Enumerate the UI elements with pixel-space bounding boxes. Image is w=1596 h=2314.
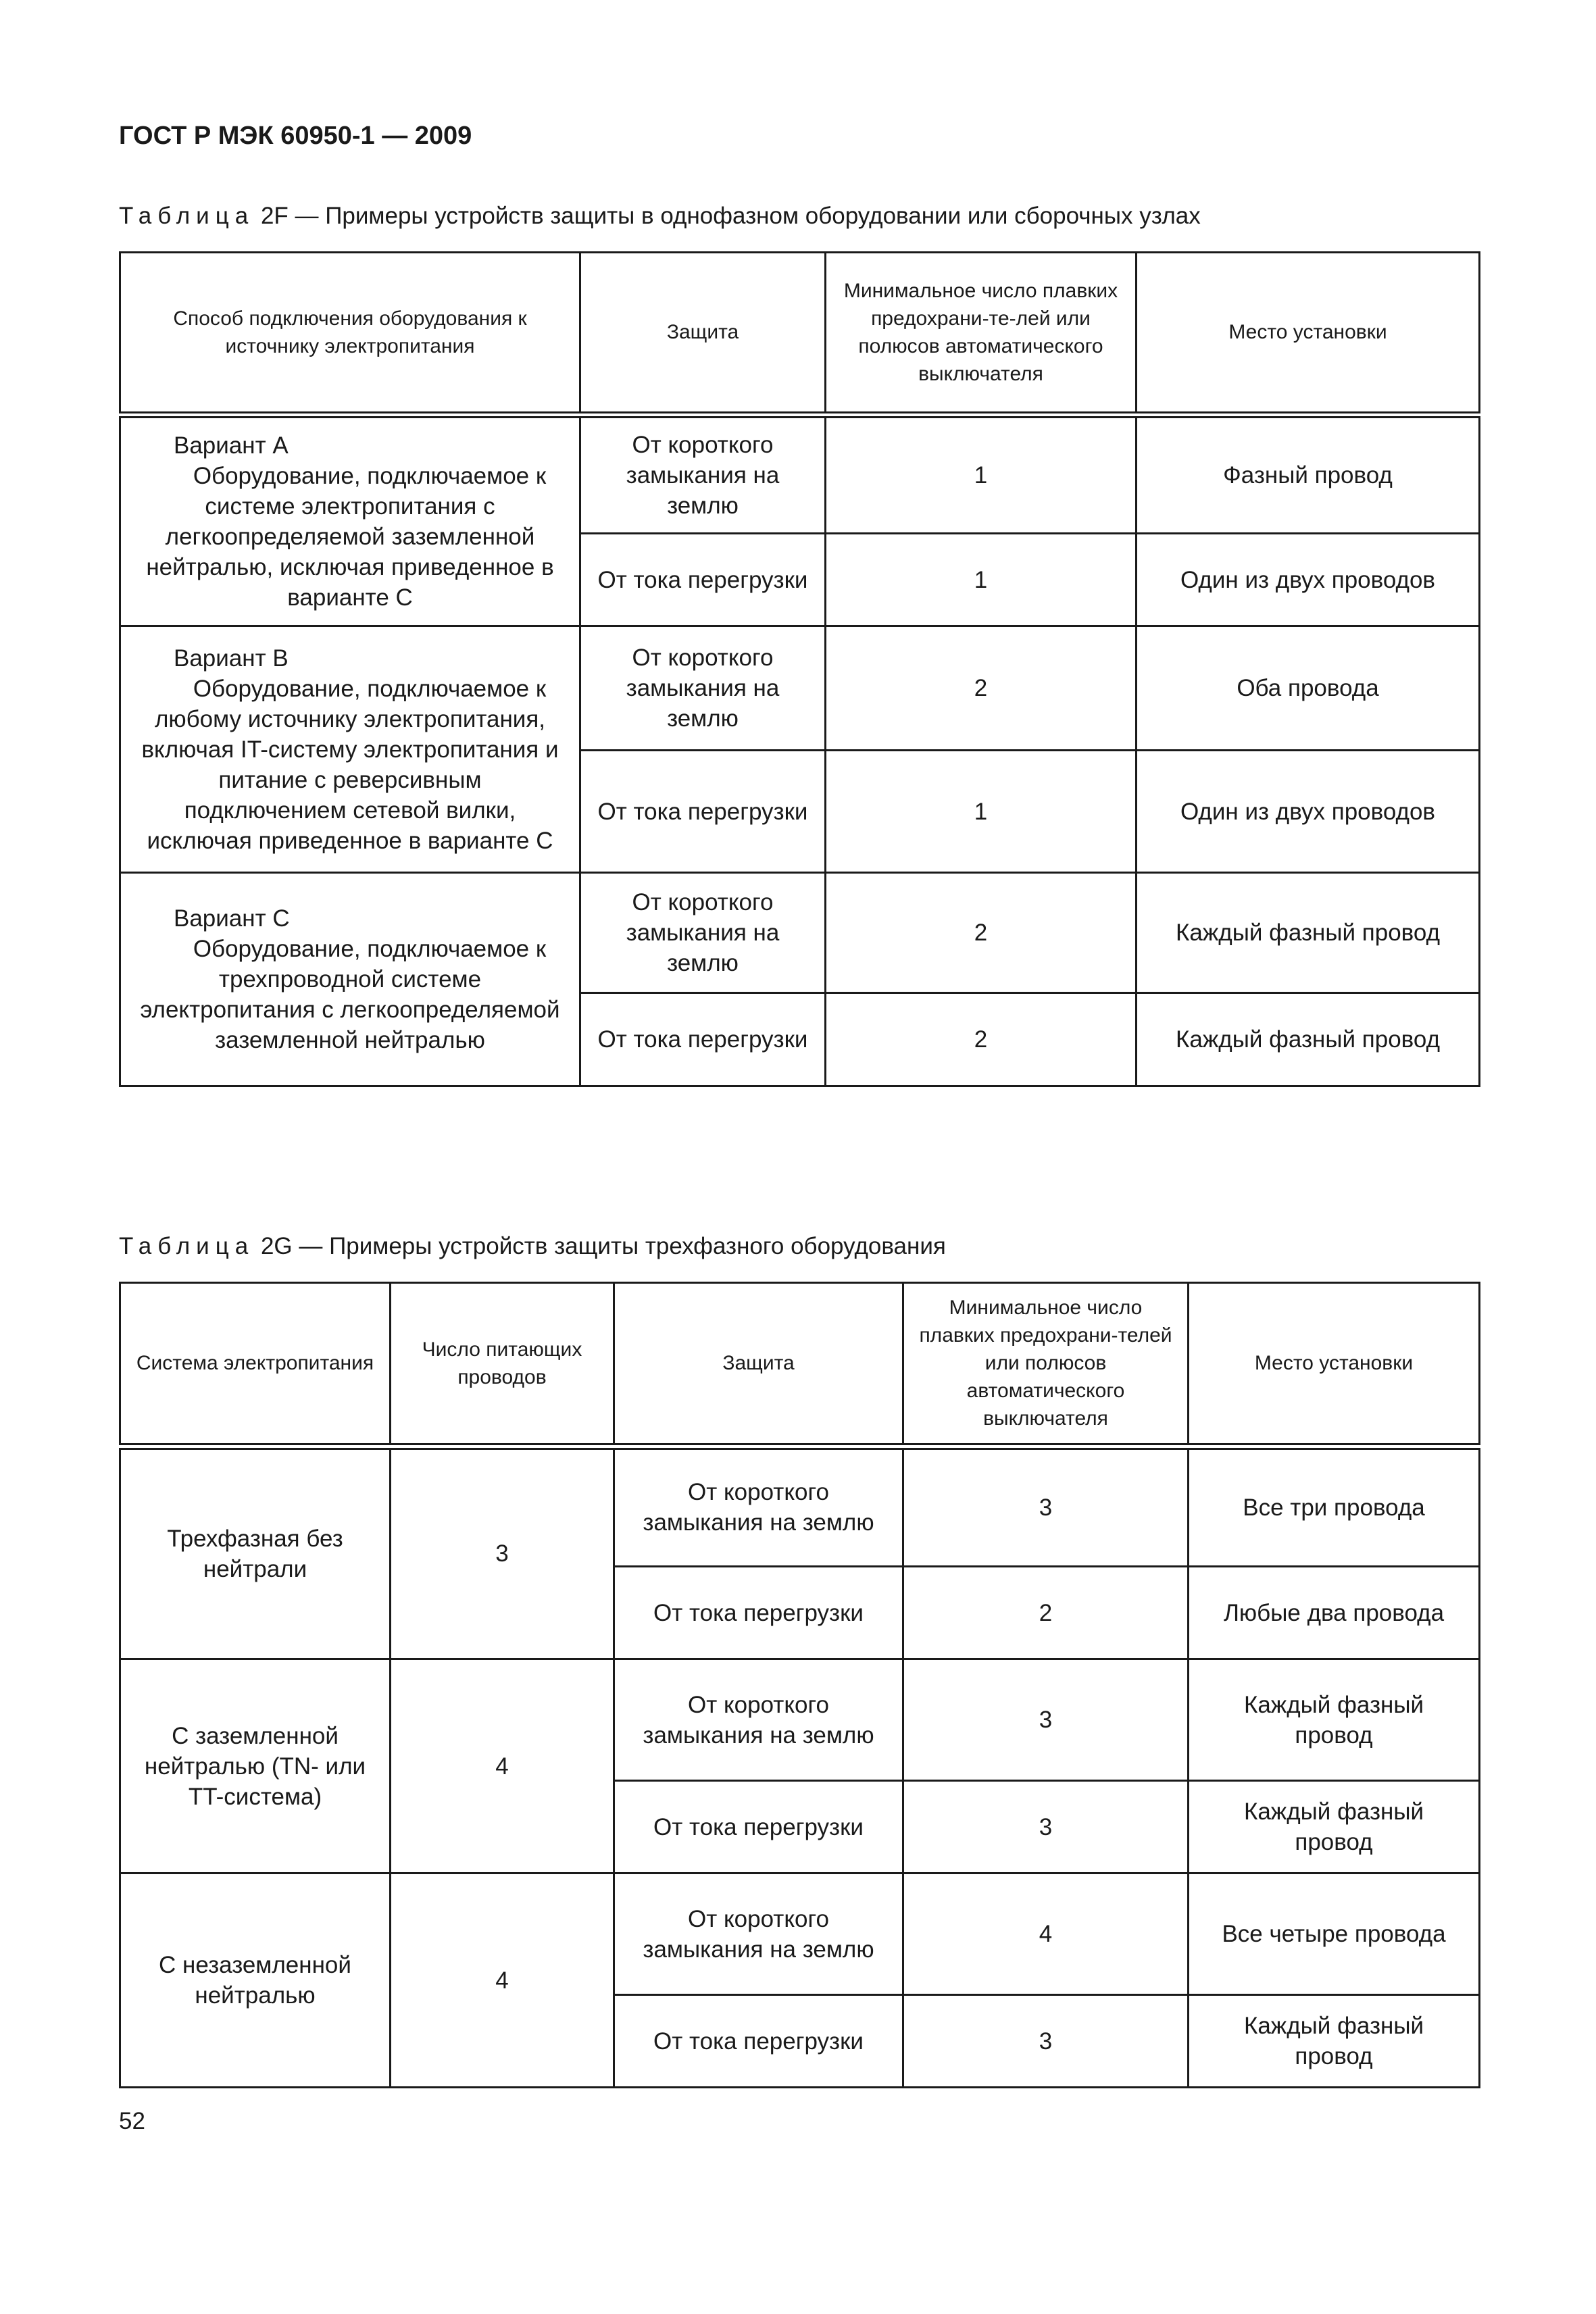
variant-b-cell <box>120 626 580 873</box>
page-number: 52 <box>119 2108 145 2134</box>
protection-cell: От короткого замыкания на землю <box>614 1659 903 1781</box>
table-2f-caption <box>119 203 1201 230</box>
protection-cell: От тока перегрузки <box>614 1781 903 1873</box>
protection-cell: От короткого замыкания на землю <box>614 1873 903 1995</box>
protection-cell: От короткого замыкания на землю <box>580 626 826 751</box>
table-2f-header-protection: Защита <box>580 253 826 415</box>
count-cell: 2 <box>903 1567 1189 1659</box>
location-cell: Каждый фазный провод <box>1137 873 1480 993</box>
table-2g-caption-text: 2G — Примеры устройств защиты трехфазного оборудования <box>254 1233 946 1259</box>
protection-cell: От тока перегрузки <box>580 534 826 626</box>
table-2g-header-protection: Защита <box>614 1283 903 1447</box>
count-cell: 3 <box>903 1995 1189 2088</box>
location-cell: Все четыре провода <box>1189 1873 1480 1995</box>
wires-cell: 3 <box>391 1447 614 1659</box>
count-cell: 3 <box>903 1781 1189 1873</box>
table-row <box>120 415 1480 534</box>
table-2g-header-location: Место установки <box>1189 1283 1480 1447</box>
location-cell: Любые два провода <box>1189 1567 1480 1659</box>
table-2f-header-location: Место установки <box>1137 253 1480 415</box>
location-cell: Один из двух проводов <box>1137 751 1480 873</box>
table-2f-caption-text: 2F — Примеры устройств защиты в однофазном оборудовании или сборочных узлах <box>254 203 1201 229</box>
table-2g-header-wires: Число питающих проводов <box>391 1283 614 1447</box>
system-cell: С заземленной нейтралью (TN- или TT-система) <box>120 1659 391 1873</box>
location-cell: Фазный провод <box>1137 415 1480 534</box>
table-2g <box>119 1282 1480 2088</box>
count-cell: 1 <box>826 534 1137 626</box>
table-row <box>120 1873 1480 1995</box>
table-row <box>120 626 1480 751</box>
protection-cell: От короткого замыкания на землю <box>580 873 826 993</box>
variant-description: Оборудование, подключаемое к трехпроводной системе электропитания с легкоопределяемой заземленной нейтралью <box>140 936 560 1053</box>
protection-cell: От тока перегрузки <box>614 1995 903 2088</box>
document-header: ГОСТ Р МЭК 60950-1 — 2009 <box>119 122 472 150</box>
count-cell: 2 <box>826 993 1137 1086</box>
count-cell: 2 <box>826 873 1137 993</box>
table-2f-header-min-count: Минимальное число плавких предохрани-те-лей или полюсов автоматического выключателя <box>826 253 1137 415</box>
location-cell: Один из двух проводов <box>1137 534 1480 626</box>
count-cell: 1 <box>826 415 1137 534</box>
system-cell: Трехфазная без нейтрали <box>120 1447 391 1659</box>
location-cell: Оба провода <box>1137 626 1480 751</box>
count-cell: 4 <box>903 1873 1189 1995</box>
variant-a-cell <box>120 415 580 626</box>
table-2g-caption <box>119 1233 946 1260</box>
protection-cell: От тока перегрузки <box>580 751 826 873</box>
protection-cell: От тока перегрузки <box>614 1567 903 1659</box>
variant-description: Оборудование, подключаемое к любому источнику электропитания, включая IT-систему электропитания и питание с реверсивным подключением сетевой вилки, исключая приведенное в варианте С <box>141 675 559 854</box>
wires-cell: 4 <box>391 1659 614 1873</box>
variant-name: Вариант С <box>174 905 290 932</box>
wires-cell: 4 <box>391 1873 614 2088</box>
table-2f <box>119 251 1480 1087</box>
table-row <box>120 1447 1480 1567</box>
table-row <box>120 1659 1480 1781</box>
variant-name: Вариант А <box>174 432 289 459</box>
protection-cell: От короткого замыкания на землю <box>614 1447 903 1567</box>
table-2g-header-system: Система электропитания <box>120 1283 391 1447</box>
location-cell: Каждый фазный провод <box>1137 993 1480 1086</box>
location-cell: Каждый фазный провод <box>1189 1995 1480 2088</box>
location-cell: Каждый фазный провод <box>1189 1659 1480 1781</box>
variant-name: Вариант В <box>174 645 289 672</box>
table-2f-header-connection: Способ подключения оборудования к источнику электропитания <box>120 253 580 415</box>
table-2g-caption-word: Таблица <box>119 1233 255 1259</box>
location-cell: Каждый фазный провод <box>1189 1781 1480 1873</box>
count-cell: 2 <box>826 626 1137 751</box>
count-cell: 3 <box>903 1447 1189 1567</box>
location-cell: Все три провода <box>1189 1447 1480 1567</box>
count-cell: 3 <box>903 1659 1189 1781</box>
system-cell: С незаземленной нейтралью <box>120 1873 391 2088</box>
protection-cell: От короткого замыкания на землю <box>580 415 826 534</box>
table-row <box>120 873 1480 993</box>
protection-cell: От тока перегрузки <box>580 993 826 1086</box>
table-2f-caption-word: Таблица <box>119 203 255 229</box>
variant-description: Оборудование, подключаемое к системе электропитания с легкоопределяемой заземленной нейтралью, исключая приведенное в варианте С <box>146 462 554 611</box>
variant-c-cell <box>120 873 580 1086</box>
table-2g-header-min-count: Минимальное число плавких предохрани-телей или полюсов автоматического выключателя <box>903 1283 1189 1447</box>
count-cell: 1 <box>826 751 1137 873</box>
